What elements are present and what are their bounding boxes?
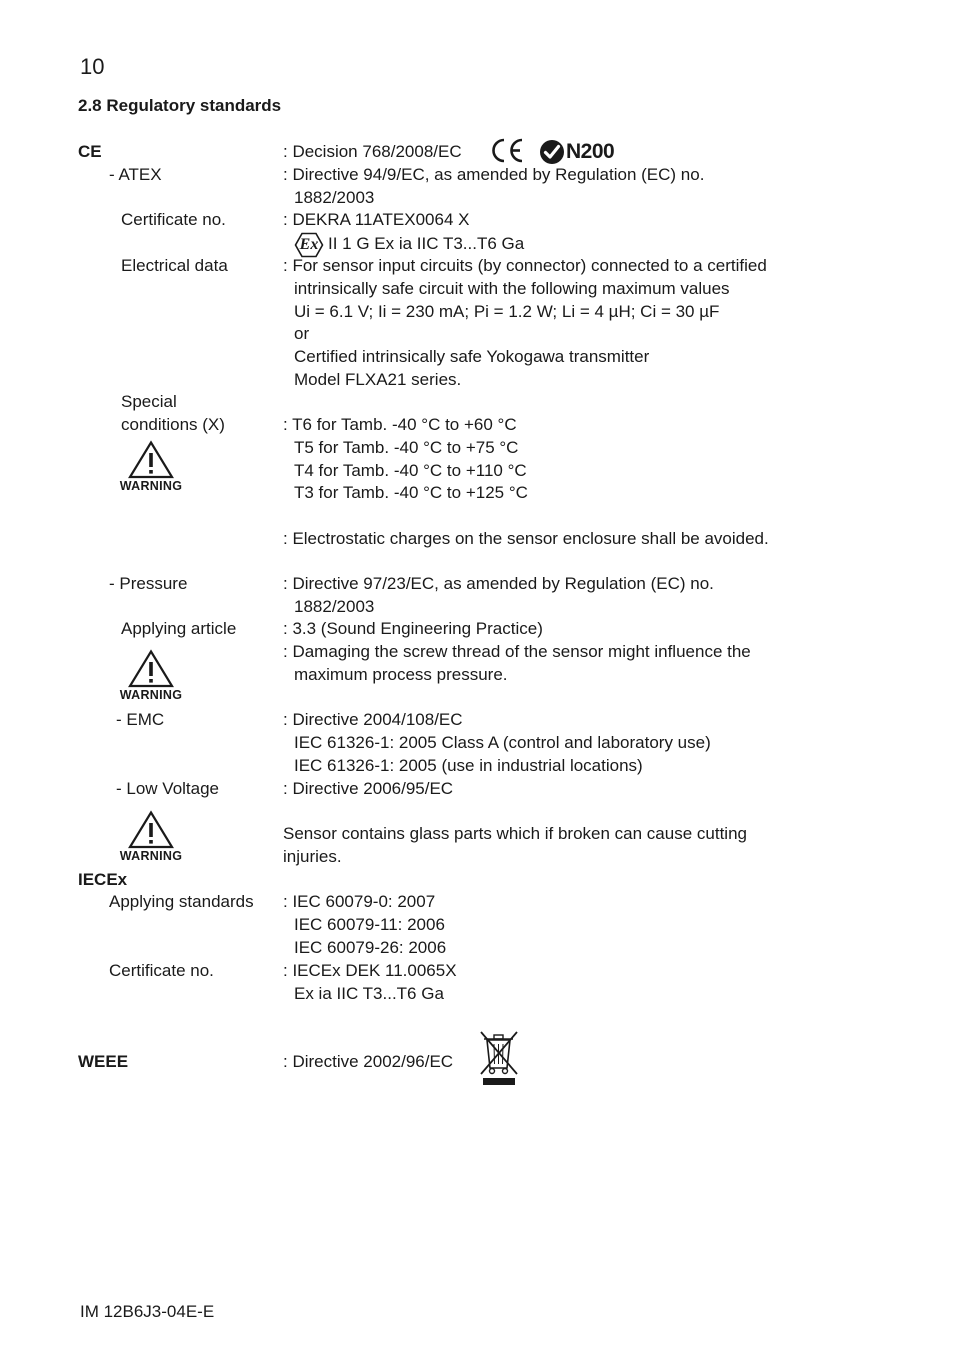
warning-triangle-icon	[128, 649, 174, 688]
ex-symbol-text: Ex	[299, 235, 319, 253]
pressure-directive-line: 1882/2003	[294, 596, 375, 616]
special-conditions-label-line: Special	[121, 392, 177, 411]
temperature-class-line: T3 for Tamb. -40 °C to +125 °C	[294, 483, 528, 503]
warning-label: WARNING	[119, 688, 183, 702]
warning-triangle-icon	[128, 440, 174, 479]
atex-cert-number: : DEKRA 11ATEX0064 X	[283, 210, 470, 229]
iecex-cert-value	[283, 960, 457, 1006]
applying-standards-label: Applying standards	[109, 892, 254, 911]
weee-value: : Directive 2002/96/EC	[283, 1052, 454, 1071]
iecex-cert-line: : IECEx DEK 11.0065X	[283, 961, 457, 980]
emc-line: IEC 61326-1: 2005 (use in industrial locations)	[294, 755, 643, 775]
atex-directive-line: 1882/2003	[294, 187, 375, 207]
electrical-data-line: Model FLXA21 series.	[294, 369, 462, 389]
iecex-cert-label: Certificate no.	[109, 961, 214, 980]
standard-line: : IEC 60079-0: 2007	[283, 892, 436, 911]
glass-warning-line: injuries.	[283, 846, 342, 866]
page-number: 10	[80, 54, 105, 79]
warning-sign	[117, 810, 185, 863]
iecex-label: IECEx	[78, 870, 128, 889]
electrical-data-line: intrinsically safe circuit with the following maximum values	[294, 278, 730, 298]
special-conditions-label	[121, 391, 225, 437]
section-title: 2.8 Regulatory standards	[78, 96, 282, 115]
atex-cert-value	[283, 209, 524, 258]
warning-sign	[117, 440, 185, 493]
crossed-out-bin-icon	[478, 1029, 520, 1087]
pressure-directive	[283, 573, 714, 619]
electrical-data-line: or	[294, 324, 310, 344]
special-conditions-label-line: conditions (X)	[121, 414, 225, 434]
atex-marking-text: II 1 G Ex ia IIC T3...T6 Ga	[328, 234, 525, 254]
electrical-data-line: Ui = 6.1 V; Ii = 230 mA; Pi = 1.2 W; Li = 4 µH; Ci = 30 µF	[294, 301, 720, 321]
applying-standards-value	[283, 891, 446, 959]
pressure-damage-line: maximum process pressure.	[294, 664, 508, 684]
n200-mark: N200	[566, 140, 615, 163]
weee-label: WEEE	[78, 1052, 129, 1071]
standard-line: IEC 60079-26: 2006	[294, 937, 447, 957]
warning-label: WARNING	[119, 849, 183, 863]
emc-line: : Directive 2004/108/EC	[283, 710, 463, 729]
electrical-data-line: Certified intrinsically safe Yokogawa transmitter	[294, 347, 650, 367]
atex-directive	[283, 164, 704, 210]
pressure-damage-note	[283, 641, 751, 687]
temperature-class-line: T5 for Tamb. -40 °C to +75 °C	[294, 437, 519, 457]
standard-line: IEC 60079-11: 2006	[294, 914, 445, 934]
ce-decision: : Decision 768/2008/EC	[283, 142, 462, 161]
glass-warning-line: Sensor contains glass parts which if broken can cause cutting	[283, 824, 747, 843]
glass-warning-text	[283, 823, 747, 869]
document-id-footer: IM 12B6J3-04E-E	[80, 1302, 215, 1321]
iecex-cert-line: Ex ia IIC T3...T6 Ga	[294, 983, 444, 1003]
ce-label: CE	[78, 142, 102, 161]
pressure-label: - Pressure	[109, 574, 188, 593]
applying-article-value: : 3.3 (Sound Engineering Practice)	[283, 619, 543, 638]
atex-marking-row	[283, 232, 524, 258]
low-voltage-value: : Directive 2006/95/EC	[283, 779, 454, 798]
warning-label: WARNING	[119, 479, 183, 493]
atex-label: - ATEX	[109, 165, 162, 184]
applying-article-label: Applying article	[121, 619, 237, 638]
warning-triangle-icon	[128, 810, 174, 849]
pressure-directive-line: : Directive 97/23/EC, as amended by Regulation (EC) no.	[283, 574, 714, 593]
emc-label: - EMC	[116, 710, 165, 729]
temperature-class-line: T4 for Tamb. -40 °C to +110 °C	[294, 460, 527, 480]
emc-value	[283, 709, 711, 777]
pressure-damage-line: : Damaging the screw thread of the sensor might influence the	[283, 642, 751, 661]
atex-directive-line: : Directive 94/9/EC, as amended by Regulation (EC) no.	[283, 165, 705, 184]
ce-mark-icon	[489, 137, 525, 164]
electrostatic-note: : Electrostatic charges on the sensor enclosure shall be avoided.	[283, 529, 769, 548]
check-circle-icon	[539, 139, 565, 165]
electrical-data-label: Electrical data	[121, 256, 228, 275]
atex-cert-label: Certificate no.	[121, 210, 226, 229]
temperature-class-line: : T6 for Tamb. -40 °C to +60 °C	[283, 415, 517, 434]
electrical-data-value	[283, 255, 767, 392]
low-voltage-label: - Low Voltage	[116, 779, 220, 798]
ex-hexagon-icon	[294, 232, 324, 258]
electrical-data-line: : For sensor input circuits (by connector) connected to a certified	[283, 256, 767, 275]
emc-line: IEC 61326-1: 2005 Class A (control and laboratory use)	[294, 732, 711, 752]
special-conditions-value	[283, 414, 528, 505]
warning-sign	[117, 649, 185, 702]
